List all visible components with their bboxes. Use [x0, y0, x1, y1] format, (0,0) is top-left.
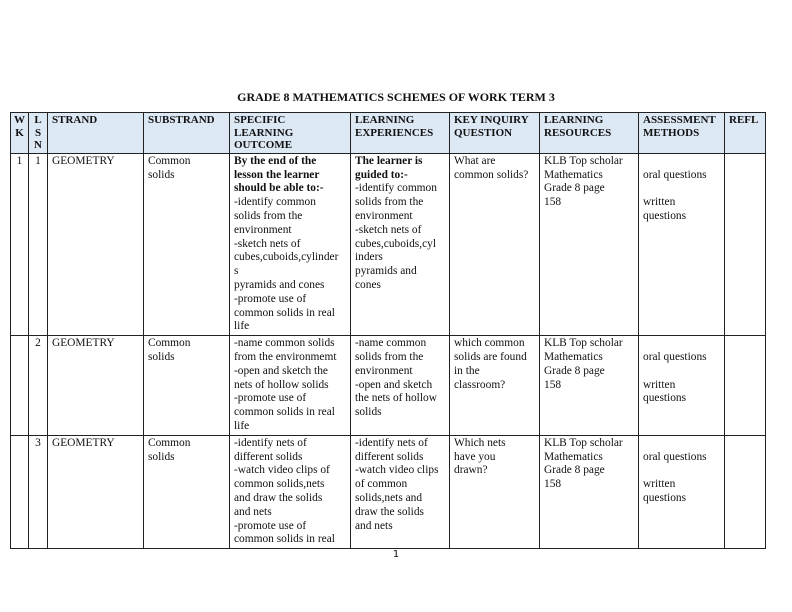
cell-resources: KLB Top scholar Mathematics Grade 8 page 158 [540, 435, 639, 548]
cell-lsn: 3 [29, 435, 48, 548]
cell-resources: KLB Top scholar Mathematics Grade 8 page 158 [540, 336, 639, 436]
header-strand: STRAND [48, 113, 144, 154]
cell-refl [725, 435, 766, 548]
cell-question: which common solids are found in the classroom? [450, 336, 540, 436]
cell-experience: -name common solids from the environment -open and sketch the nets of hollow solids [351, 336, 450, 436]
cell-substrand: Common solids [144, 435, 230, 548]
table-row [11, 435, 766, 548]
table-row [11, 336, 766, 436]
header-refl: REFL [725, 113, 766, 154]
cell-substrand: Common solids [144, 336, 230, 436]
cell-outcome: -name common solids from the environmemt -open and sketch the nets of hollow solids -promote use of common solids in real life [230, 336, 351, 436]
cell-assessment: oral questions written questions [639, 153, 725, 335]
experience-text: -identify common solids from the environment -sketch nets of cubes,cuboids,cyl inders pyramids and cones [355, 182, 437, 291]
cell-lsn: 2 [29, 336, 48, 436]
header-resources: LEARNING RESOURCES [540, 113, 639, 154]
cell-lsn: 1 [29, 153, 48, 335]
cell-wk [11, 336, 29, 436]
cell-strand: GEOMETRY [48, 336, 144, 436]
cell-strand: GEOMETRY [48, 153, 144, 335]
header-inquiry: KEY INQUIRY QUESTION [450, 113, 540, 154]
outcome-intro: By the end of the lesson the learner should be able to:- [234, 154, 324, 195]
cell-assessment: oral questions written questions [639, 336, 725, 436]
header-row [11, 113, 766, 154]
cell-refl [725, 153, 766, 335]
experience-intro: The learner is guided to:- [355, 154, 423, 181]
cell-strand: GEOMETRY [48, 435, 144, 548]
cell-experience: -identify nets of different solids -watch video clips of common solids,nets and draw the solids and nets [351, 435, 450, 548]
header-wk: W K [11, 113, 29, 154]
cell-resources: KLB Top scholar Mathematics Grade 8 page 158 [540, 153, 639, 335]
cell-question: Which nets have you drawn? [450, 435, 540, 548]
header-outcome: SPECIFIC LEARNING OUTCOME [230, 113, 351, 154]
document-title: GRADE 8 MATHEMATICS SCHEMES OF WORK TERM 3 [237, 90, 555, 104]
cell-refl [725, 336, 766, 436]
header-substrand: SUBSTRAND [144, 113, 230, 154]
header-assessment: ASSESSMENT METHODS [639, 113, 725, 154]
cell-outcome: -identify nets of different solids -watch video clips of common solids,nets and draw the solids and nets -promote use of common solids in real [230, 435, 351, 548]
cell-outcome [230, 153, 351, 335]
cell-assessment: oral questions written questions [639, 435, 725, 548]
cell-question: What are common solids? [450, 153, 540, 335]
outcome-text: -identify common solids from the environment -sketch nets of cubes,cuboids,cylinder s pyramids and cones -promote use of common solids in real life [234, 196, 339, 333]
cell-experience [351, 153, 450, 335]
page-number: 1 [392, 549, 400, 560]
cell-wk: 1 [11, 153, 29, 335]
cell-substrand: Common solids [144, 153, 230, 335]
cell-wk [11, 435, 29, 548]
header-experiences: LEARNING EXPERIENCES [351, 113, 450, 154]
header-lsn: L S N [29, 113, 48, 154]
table-row [11, 153, 766, 335]
scheme-of-work-table [10, 112, 766, 549]
